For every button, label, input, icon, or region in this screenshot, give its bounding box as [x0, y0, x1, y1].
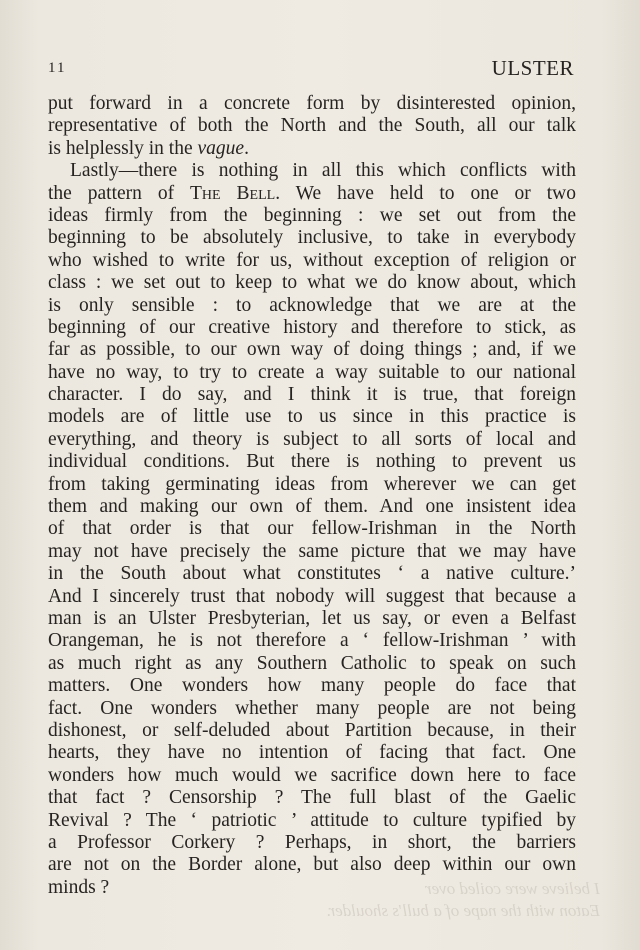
text-line: as much right as any Southern Catholic to speak on such [48, 652, 576, 674]
text-line: individual conditions. But there is nothing to prevent us [48, 451, 576, 473]
body-text [48, 93, 576, 899]
text-line: have no way, to try to create a way suitable to our national [48, 361, 576, 383]
text-line: are not on the Border alone, but also deep within our own [48, 854, 576, 876]
text-line: beginning of our creative history and therefore to stick, as [48, 316, 576, 338]
magazine-title: The Bell [190, 182, 276, 204]
text-line: of that order is that our fellow-Irishman in the North [48, 518, 576, 540]
text-line: that fact ? Censorship ? The full blast of the Gaelic [48, 787, 576, 809]
text-line: character. I do say, and I think it is true, that foreign [48, 384, 576, 406]
text-line: man is an Ulster Presbyterian, let us say, or even a Belfast [48, 607, 576, 629]
text-line: matters. One wonders how many people do face that [48, 675, 576, 697]
text-line: from taking germinating ideas from wherever we can get [48, 473, 576, 495]
text-line: a Professor Corkery ? Perhaps, in short, the barriers [48, 831, 576, 853]
text-line: who wished to write for us, without exception of religion or [48, 249, 576, 271]
text-line: Revival ? The ‘ patriotic ’ attitude to culture typified by [48, 809, 576, 831]
text-line [48, 138, 576, 160]
text-line: ideas firmly from the beginning : we set out from the [48, 204, 576, 226]
text-line: Orangeman, he is not therefore a ‘ fellow-Irishman ’ with [48, 630, 576, 652]
text-line: hearts, they have no intention of facing that fact. One [48, 742, 576, 764]
text-run: the pattern of [48, 182, 191, 204]
text-line: is only sensible : to acknowledge that we are at the [48, 294, 576, 316]
running-head: ULSTER [491, 56, 574, 80]
reverse-page-show-through [300, 878, 600, 922]
text-line: dishonest, or self-deluded about Partition because, in their [48, 719, 576, 741]
text-line: put forward in a concrete form by disinterested opinion, [48, 93, 576, 114]
text-line: representative of both the North and the South, all our talk [48, 115, 576, 137]
show-through-line: Eaton with the nape of a bull's shoulder. [326, 901, 600, 920]
text-line: in the South about what constitutes ‘ a native culture.’ [48, 563, 576, 585]
text-line: models are of little use to us since in this practice is [48, 406, 576, 428]
text-line: them and making our own of them. And one insistent idea [48, 496, 576, 518]
text-line: fact. One wonders whether many people are not being [48, 697, 576, 719]
text-line: class : we set out to keep to what we do know about, which [48, 272, 576, 294]
text-run: . [244, 137, 249, 159]
text-line: may not have precisely the same picture that we may have [48, 540, 576, 562]
text-line: minds ? [48, 876, 110, 898]
text-line: And I sincerely trust that nobody will suggest that because a [48, 585, 576, 607]
text-line: beginning to be absolutely inclusive, to take in everybody [48, 227, 576, 249]
text-line: wonders how much would we sacrifice down here to face [48, 764, 576, 786]
paragraph-start-line: Lastly—there is nothing in all this which conflicts with [70, 160, 576, 182]
page-header [48, 56, 574, 82]
text-line: everything, and theory is subject to all sorts of local and [48, 428, 576, 450]
text-run: . We have held to one or two [275, 182, 576, 204]
show-through-line: I believe were coiled over [425, 879, 600, 898]
italic-word: vague [197, 137, 245, 159]
text-line: far as possible, to our own way of doing things ; and, if we [48, 339, 576, 361]
text-run: is helplessly in the [48, 137, 198, 159]
text-line [48, 183, 576, 205]
page-number: 11 [48, 60, 67, 76]
